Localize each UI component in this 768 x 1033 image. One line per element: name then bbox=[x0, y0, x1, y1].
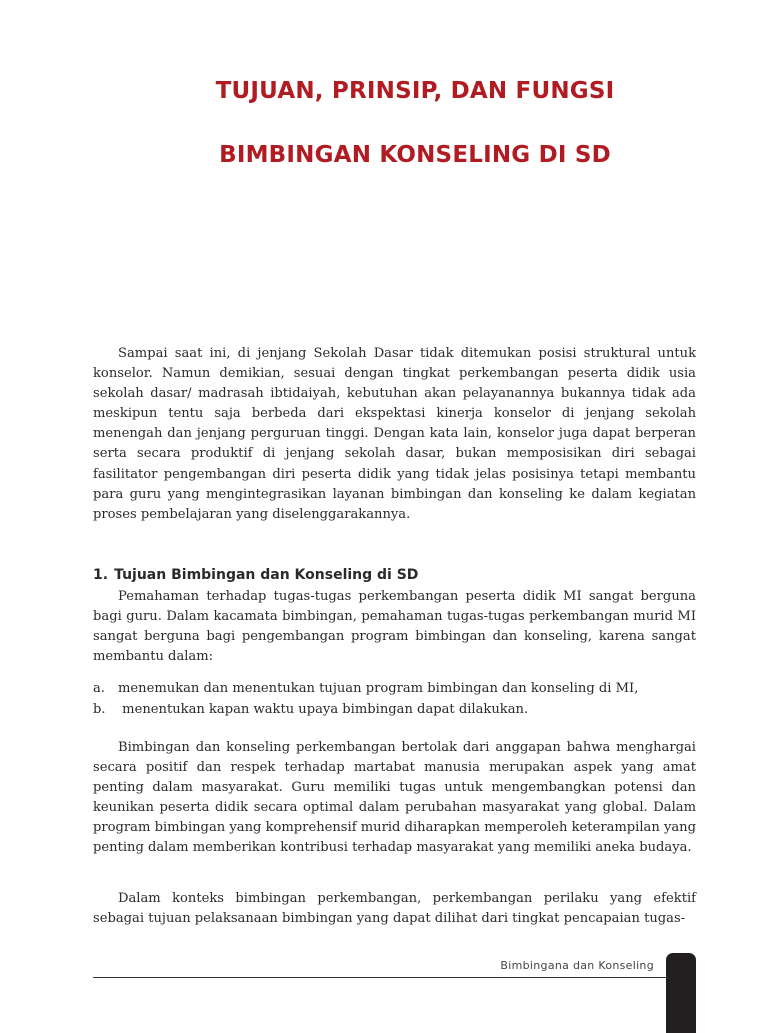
section-heading-text: Tujuan Bimbingan dan Konseling di SD bbox=[114, 567, 419, 583]
section-paragraph-1: Pemahaman terhadap tugas-tugas perkembangan peserta didik MI sangat berguna bagi guru. Dalam kacamata bimbingan, pemahaman tugas-tugas perkembangan murid MI sangat berguna bagi pengembangan program bimbingan dan konseling, karena sangat membantu dalam: bbox=[93, 589, 696, 665]
list-item bbox=[93, 679, 696, 700]
section-number: 1. bbox=[93, 567, 109, 583]
footer-page-tab bbox=[666, 953, 696, 1033]
intro-paragraph: Sampai saat ini, di jenjang Sekolah Dasar tidak ditemukan posisi struktural untuk konselor. Namun demikian, sesuai dengan tingkat perkembangan peserta didik usia sekolah dasar/ madrasah ibtidaiyah, kebutuhan akan pelayanannya bukannya tidak ada meskipun tentu saja berbeda dari ekspektasi kinerja konselor di jenjang sekolah menengah dan jenjang perguruan tinggi. Dengan kata lain, konselor juga dapat berperan serta secara produktif di jenjang sekolah dasar, bukan memposisikan diri sebagai fasilitator pengembangan diri peserta didik yang tidak jelas posisinya tetapi membantu para guru yang mengintegrasikan layanan bimbingan dan konseling ke dalam kegiatan proses pembelajaran yang diselenggarakannya. bbox=[93, 346, 696, 522]
section-paragraph-3: Dalam konteks bimbingan perkembangan, perkembangan perilaku yang efektif sebagai tujuan pelaksanaan bimbingan yang dapat dilihat dari tingkat pencapaian tugas- bbox=[93, 891, 696, 927]
footer-divider bbox=[93, 977, 668, 978]
section-paragraph-2: Bimbingan dan konseling perkembangan bertolak dari anggapan bahwa menghargai secara positif dan respek terhadap martabat manusia merupakan aspek yang amat penting dalam masyarakat. Guru memiliki tugas untuk mengembangkan potensi dan keunikan peserta didik secara optimal dalam perubahan masyarakat yang global. Dalam program bimbingan yang komprehensif murid diharapkan memperoleh keterampilan yang penting dalam memberikan kontribusi terhadap masyarakat yang memiliki aneka budaya. bbox=[93, 740, 696, 856]
section-heading bbox=[93, 567, 418, 583]
list-marker: b. bbox=[93, 701, 106, 717]
document-title-line-1: TUJUAN, PRINSIP, DAN FUNGSI bbox=[215, 78, 615, 104]
purpose-list bbox=[93, 679, 696, 720]
list-item-text: menemukan dan menentukan tujuan program bimbingan dan konseling di MI, bbox=[118, 681, 639, 696]
list-marker: a. bbox=[93, 681, 105, 696]
list-item bbox=[93, 700, 696, 721]
footer-running-title: Bimbingana dan Konseling bbox=[500, 959, 654, 972]
document-title-line-2: BIMBINGAN KONSELING DI SD bbox=[219, 142, 611, 168]
list-item-text: menentukan kapan waktu upaya bimbingan dapat dilakukan. bbox=[118, 701, 529, 717]
